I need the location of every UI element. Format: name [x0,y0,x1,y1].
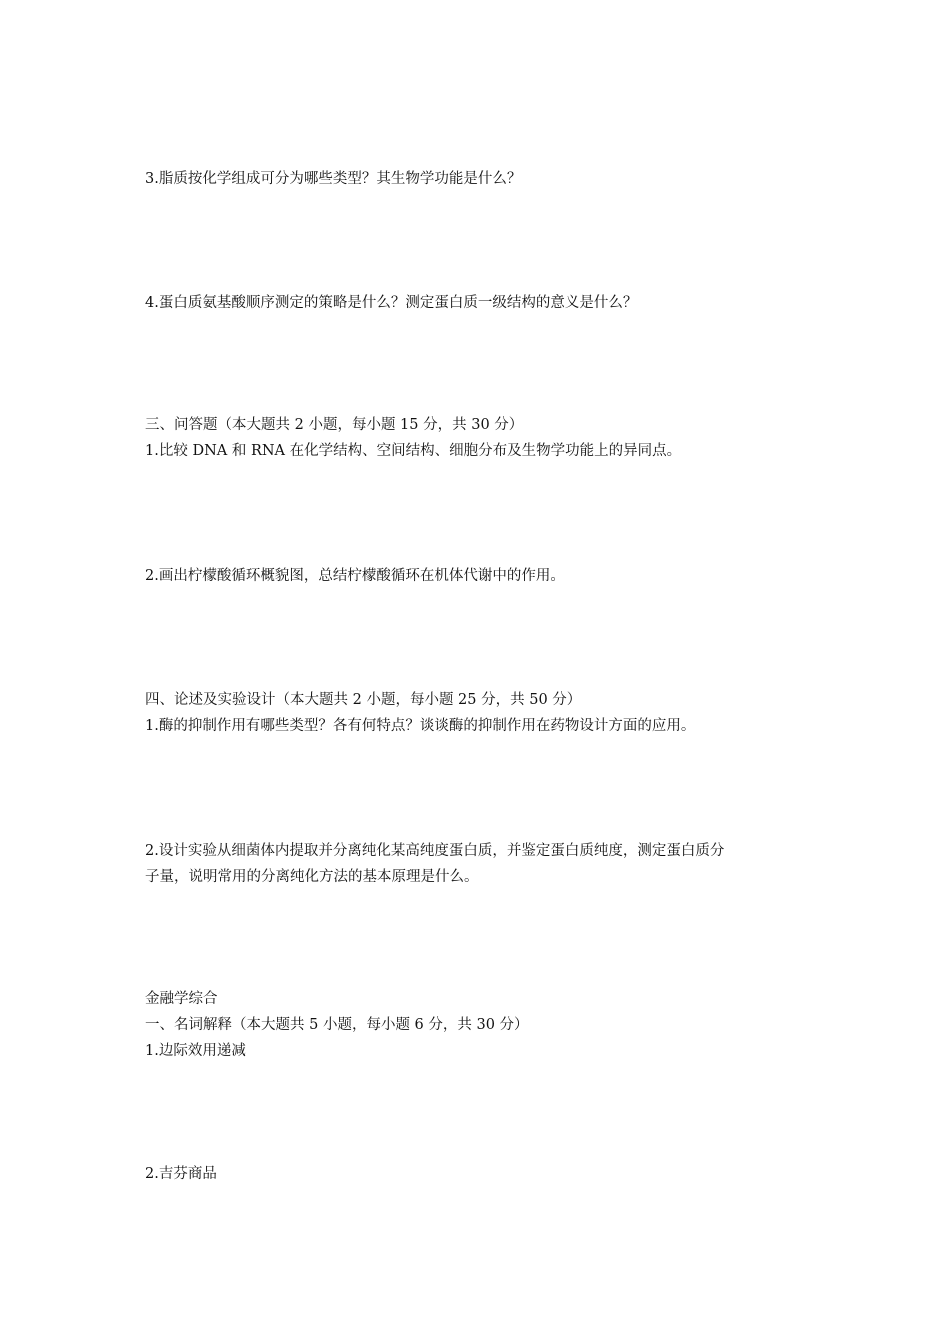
question-lipid-types: 3.脂质按化学组成可分为哪些类型？其生物学功能是什么？ [145,171,522,187]
question-protein-purification-line2: 子量，说明常用的分离纯化方法的基本原理是什么。 [145,869,479,885]
question-dna-rna-compare: 1.比较 DNA 和 RNA 在化学结构、空间结构、细胞分布及生物学功能上的异同点。 [145,443,682,459]
question-citric-acid-cycle: 2.画出柠檬酸循环概貌图，总结柠檬酸循环在机体代谢中的作用。 [145,568,565,584]
section-heading-discussion-experiment: 四、论述及实验设计（本大题共 2 小题，每小题 25 分，共 50 分） [145,692,582,708]
subject-title-finance: 金融学综合 [145,991,218,1007]
question-protein-purification-line1: 2.设计实验从细菌体内提取并分离纯化某高纯度蛋白质，并鉴定蛋白质纯度，测定蛋白质分 [145,843,725,859]
section-heading-essay-questions: 三、问答题（本大题共 2 小题，每小题 15 分，共 30 分） [145,417,524,433]
question-giffen-goods: 2.吉芬商品 [145,1166,217,1182]
question-protein-sequencing: 4.蛋白质氨基酸顺序测定的策略是什么？测定蛋白质一级结构的意义是什么？ [145,295,638,311]
question-enzyme-inhibition: 1.酶的抑制作用有哪些类型？各有何特点？谈谈酶的抑制作用在药物设计方面的应用。 [145,718,696,734]
section-heading-term-definitions: 一、名词解释（本大题共 5 小题，每小题 6 分，共 30 分） [145,1017,529,1033]
question-diminishing-marginal-utility: 1.边际效用递减 [145,1043,246,1059]
